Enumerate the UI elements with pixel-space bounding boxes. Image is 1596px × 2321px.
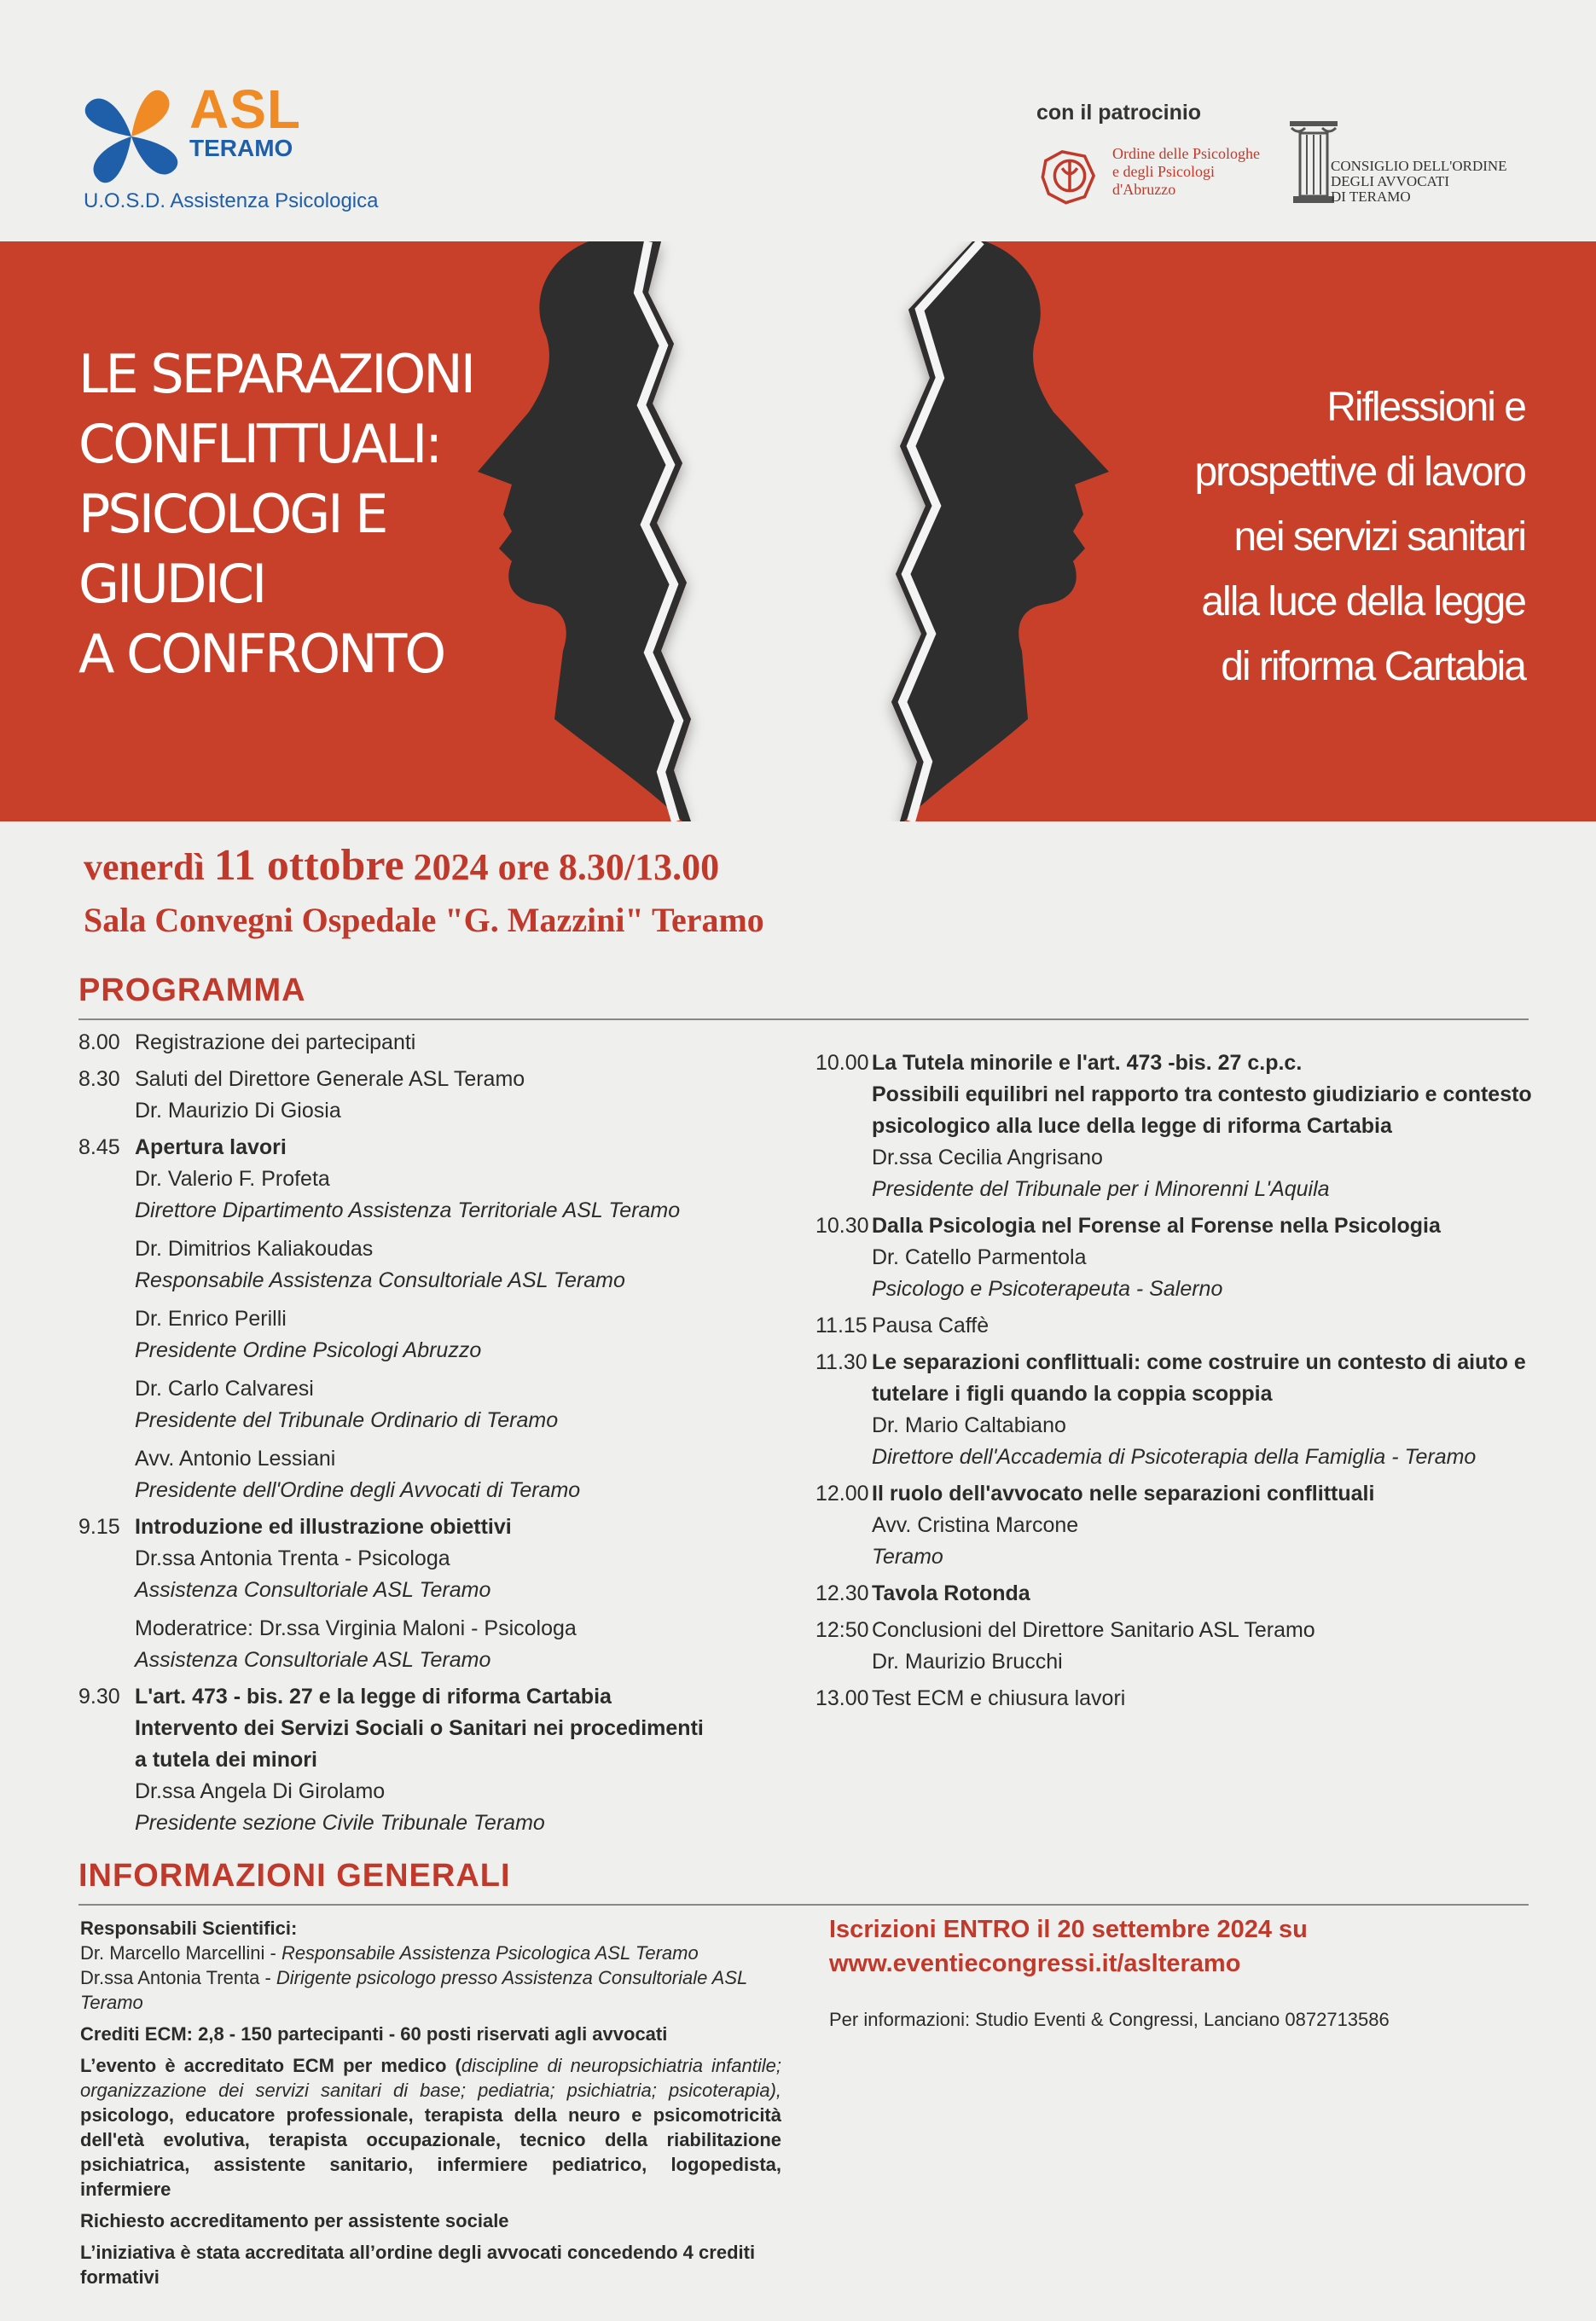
program-session-title: Introduzione ed illustrazione obiettivi bbox=[135, 1515, 512, 1539]
program-time: 10.00 bbox=[815, 1051, 869, 1075]
program-entry bbox=[815, 1310, 1532, 1342]
program-entry bbox=[815, 1210, 1532, 1305]
asl-wordmark: ASL bbox=[189, 78, 301, 140]
program-session-title: Le separazioni conflittuali: come costruire un contesto di aiuto e bbox=[872, 1350, 1526, 1374]
program-entry bbox=[78, 1681, 778, 1839]
programma-divider bbox=[78, 1018, 1529, 1020]
program-session-title: Apertura lavori bbox=[135, 1135, 287, 1159]
program-speaker-role: Teramo bbox=[872, 1545, 943, 1569]
contatti-text: Per informazioni: Studio Eventi & Congressi, Lanciano 0872713586 bbox=[829, 2009, 1390, 2030]
program-entry bbox=[78, 1512, 778, 1676]
program-session-title: Il ruolo dell'avvocato nelle separazioni conflittuali bbox=[872, 1482, 1375, 1506]
program-time: 8.00 bbox=[78, 1030, 120, 1054]
program-line: Pausa Caffè bbox=[872, 1314, 990, 1337]
ordine-psicologi-name: Ordine delle Psicologhe e degli Psicologi d'Abruzzo bbox=[1112, 145, 1260, 198]
program-line: Avv. Antonio Lessiani bbox=[135, 1447, 336, 1471]
program-line: Dr. Maurizio Brucchi bbox=[872, 1650, 1063, 1674]
program-entry bbox=[815, 1478, 1532, 1573]
richiesto-text: Richiesto accreditamento per assistente sociale bbox=[80, 2210, 509, 2231]
program-entry bbox=[78, 1027, 778, 1059]
program-line: Conclusioni del Direttore Sanitario ASL Teramo bbox=[872, 1618, 1315, 1642]
event-subtitle: Riflessioni e prospettive di lavoro nei servizi sanitari alla luce della legge di riforma Cartabia bbox=[1194, 385, 1525, 689]
program-line: Dr.ssa Angela Di Girolamo bbox=[135, 1779, 386, 1803]
program-line: Moderatrice: Dr.ssa Virginia Maloni - Psicologa bbox=[135, 1616, 577, 1640]
teramo-wordmark: TERAMO bbox=[189, 135, 293, 161]
info-divider bbox=[78, 1904, 1529, 1906]
program-spacer bbox=[135, 1227, 778, 1233]
program-session-title: Tavola Rotonda bbox=[872, 1581, 1030, 1605]
unit-name: U.O.S.D. Assistenza Psicologica bbox=[84, 189, 379, 212]
program-entry bbox=[78, 1064, 778, 1127]
program-entry bbox=[815, 1047, 1532, 1205]
program-session-title: tutelare i figli quando la coppia scoppia bbox=[872, 1382, 1273, 1406]
program-time: 11.15 bbox=[815, 1314, 868, 1337]
program-line: Avv. Cristina Marcone bbox=[872, 1513, 1079, 1537]
program-line: Dr. Enrico Perilli bbox=[135, 1307, 287, 1331]
program-time: 8.45 bbox=[78, 1135, 120, 1159]
info-heading: INFORMAZIONI GENERALI bbox=[78, 1858, 511, 1894]
program-time: 8.30 bbox=[78, 1067, 120, 1091]
program-speaker-role: Presidente del Tribunale Ordinario di Teramo bbox=[135, 1408, 559, 1432]
program-time: 10.30 bbox=[815, 1214, 869, 1238]
program-line: Saluti del Direttore Generale ASL Teramo bbox=[135, 1067, 525, 1091]
program-speaker-role: Presidente del Tribunale per i Minorenni L'Aquila bbox=[872, 1177, 1330, 1201]
program-speaker-role: Direttore dell'Accademia di Psicoterapia della Famiglia - Teramo bbox=[872, 1445, 1477, 1469]
program-session-title: La Tutela minorile e l'art. 473 -bis. 27 c.p.c. bbox=[872, 1051, 1303, 1075]
program-entry bbox=[815, 1615, 1532, 1678]
program-speaker-role: Presidente sezione Civile Tribunale Teramo bbox=[135, 1811, 545, 1835]
program-speaker-role: Assistenza Consultoriale ASL Teramo bbox=[135, 1578, 491, 1602]
accreditamento-text: L’evento è accreditato ECM per medico (discipline di neuropsichiatria infantile; organizzazione dei servizi sanitari di base; pediatria; psichiatria; psicoterapia), psicologo, educatore professionale, terapista della neuro e psicomotricità dell'età evolutiva, terapista occupazionale, tecnico della riabilitazione psichiatrica, assistente sanitario, infermiere pediatrico, logopedista, infermiere bbox=[80, 2055, 782, 2200]
programma-right-column bbox=[815, 1047, 1532, 1720]
program-time: 9.15 bbox=[78, 1515, 120, 1539]
iscrizioni-block bbox=[829, 1912, 1529, 1981]
program-session-title: a tutela dei minori bbox=[135, 1748, 317, 1772]
program-entry bbox=[815, 1347, 1532, 1473]
iscrizioni-link[interactable]: www.eventiecongressi.it/aslteramo bbox=[829, 1950, 1241, 1977]
program-entry bbox=[815, 1578, 1532, 1610]
program-session-title: L'art. 473 - bis. 27 e la legge di riforma Cartabia bbox=[135, 1685, 612, 1709]
resp-heading: Responsabili Scientifici: bbox=[80, 1918, 298, 1939]
program-spacer bbox=[135, 1606, 778, 1613]
asl-logo-icon bbox=[78, 84, 184, 189]
program-line: Dr. Mario Caltabiano bbox=[872, 1413, 1066, 1437]
event-date: venerdì 11 ottobre 2024 ore 8.30/13.00 bbox=[84, 841, 720, 890]
programma-heading: PROGRAMMA bbox=[78, 972, 306, 1008]
program-line: Dr. Catello Parmentola bbox=[872, 1245, 1087, 1269]
program-line: Dr.ssa Antonia Trenta - Psicologa bbox=[135, 1546, 450, 1570]
program-speaker-role: Presidente Ordine Psicologi Abruzzo bbox=[135, 1338, 482, 1362]
program-session-title: psicologico alla luce della legge di riforma Cartabia bbox=[872, 1114, 1392, 1138]
info-left-column: Responsabili Scientifici: Dr. Marcello Marcellini - Responsabile Assistenza Psicologica ASL Teramo Dr.ssa Antonia Trenta - Dirigente psicologo presso Assistenza Consultoriale ASL Teramo Crediti ECM: 2,8 - 150 partecipanti - 60 posti riservati agli avvocati L’evento è accreditato ECM per medico (discipline di neuropsichiatria infantile; organizzazione dei servizi sanitari di base; pediatria; psichiatria; psicoterapia), psicologo, educatore professionale, terapista della neuro e psicomotricità dell'età evolutiva, terapista occupazionale, tecnico della riabilitazione psichiatrica, assistente sanitario, infermiere pediatrico, logopedista, infermiere Richiesto accreditamento per assistente sociale L’iniziativa è stata accreditata all’ordine degli avvocati concedendo 4 crediti formativi bbox=[80, 1918, 782, 2288]
patronage-label: con il patrocinio bbox=[1036, 101, 1202, 125]
iscrizioni-deadline: Iscrizioni ENTRO il 20 settembre 2024 su bbox=[829, 1916, 1308, 1943]
iniziativa-text: L’iniziativa è stata accreditata all’ordine degli avvocati concedendo 4 crediti formativi bbox=[80, 2242, 756, 2288]
event-venue: Sala Convegni Ospedale "G. Mazzini" Teramo bbox=[84, 901, 764, 939]
program-session-title: Dalla Psicologia nel Forense al Forense nella Psicologia bbox=[872, 1214, 1441, 1238]
program-time: 12:50 bbox=[815, 1618, 869, 1642]
program-time: 12.00 bbox=[815, 1482, 869, 1506]
crediti-ecm: Crediti ECM: 2,8 - 150 partecipanti - 60 posti riservati agli avvocati bbox=[80, 2023, 668, 2045]
program-spacer bbox=[135, 1366, 778, 1373]
program-session-title: Intervento dei Servizi Sociali o Sanitari nei procedimenti bbox=[135, 1716, 704, 1740]
program-time: 9.30 bbox=[78, 1685, 120, 1709]
program-speaker-role: Psicologo e Psicoterapeuta - Salerno bbox=[872, 1277, 1223, 1301]
program-speaker-role: Direttore Dipartimento Assistenza Territoriale ASL Teramo bbox=[135, 1198, 681, 1222]
program-speaker-role: Presidente dell'Ordine degli Avvocati di Teramo bbox=[135, 1478, 581, 1502]
program-time: 12.30 bbox=[815, 1581, 869, 1605]
program-line: Dr.ssa Cecilia Angrisano bbox=[872, 1146, 1103, 1169]
ordine-psicologi-logo-icon bbox=[1032, 138, 1107, 213]
program-time: 11.30 bbox=[815, 1350, 868, 1374]
program-spacer bbox=[135, 1297, 778, 1303]
program-session-title: Possibili equilibri nel rapporto tra contesto giudiziario e contesto bbox=[872, 1082, 1532, 1106]
event-title: LE SEPARAZIONI CONFLITTUALI: PSICOLOGI E GIUDICI A CONFRONTO bbox=[78, 343, 473, 685]
program-entry bbox=[78, 1132, 778, 1506]
program-time: 13.00 bbox=[815, 1686, 869, 1710]
program-line: Dr. Valerio F. Profeta bbox=[135, 1167, 330, 1191]
program-speaker-role: Assistenza Consultoriale ASL Teramo bbox=[135, 1648, 491, 1672]
program-line: Registrazione dei partecipanti bbox=[135, 1030, 416, 1054]
programma-left-column bbox=[78, 1027, 778, 1844]
program-spacer bbox=[135, 1436, 778, 1443]
program-entry bbox=[815, 1683, 1532, 1715]
program-speaker-role: Responsabile Assistenza Consultoriale ASL Teramo bbox=[135, 1268, 625, 1292]
program-line: Test ECM e chiusura lavori bbox=[872, 1686, 1126, 1710]
program-line: Dr. Dimitrios Kaliakoudas bbox=[135, 1237, 374, 1261]
program-line: Dr. Carlo Calvaresi bbox=[135, 1377, 314, 1401]
consiglio-avvocati-name: CONSIGLIO DELL'ORDINE DEGLI AVVOCATI DI TERAMO bbox=[1331, 158, 1507, 205]
program-line: Dr. Maurizio Di Giosia bbox=[135, 1099, 341, 1123]
